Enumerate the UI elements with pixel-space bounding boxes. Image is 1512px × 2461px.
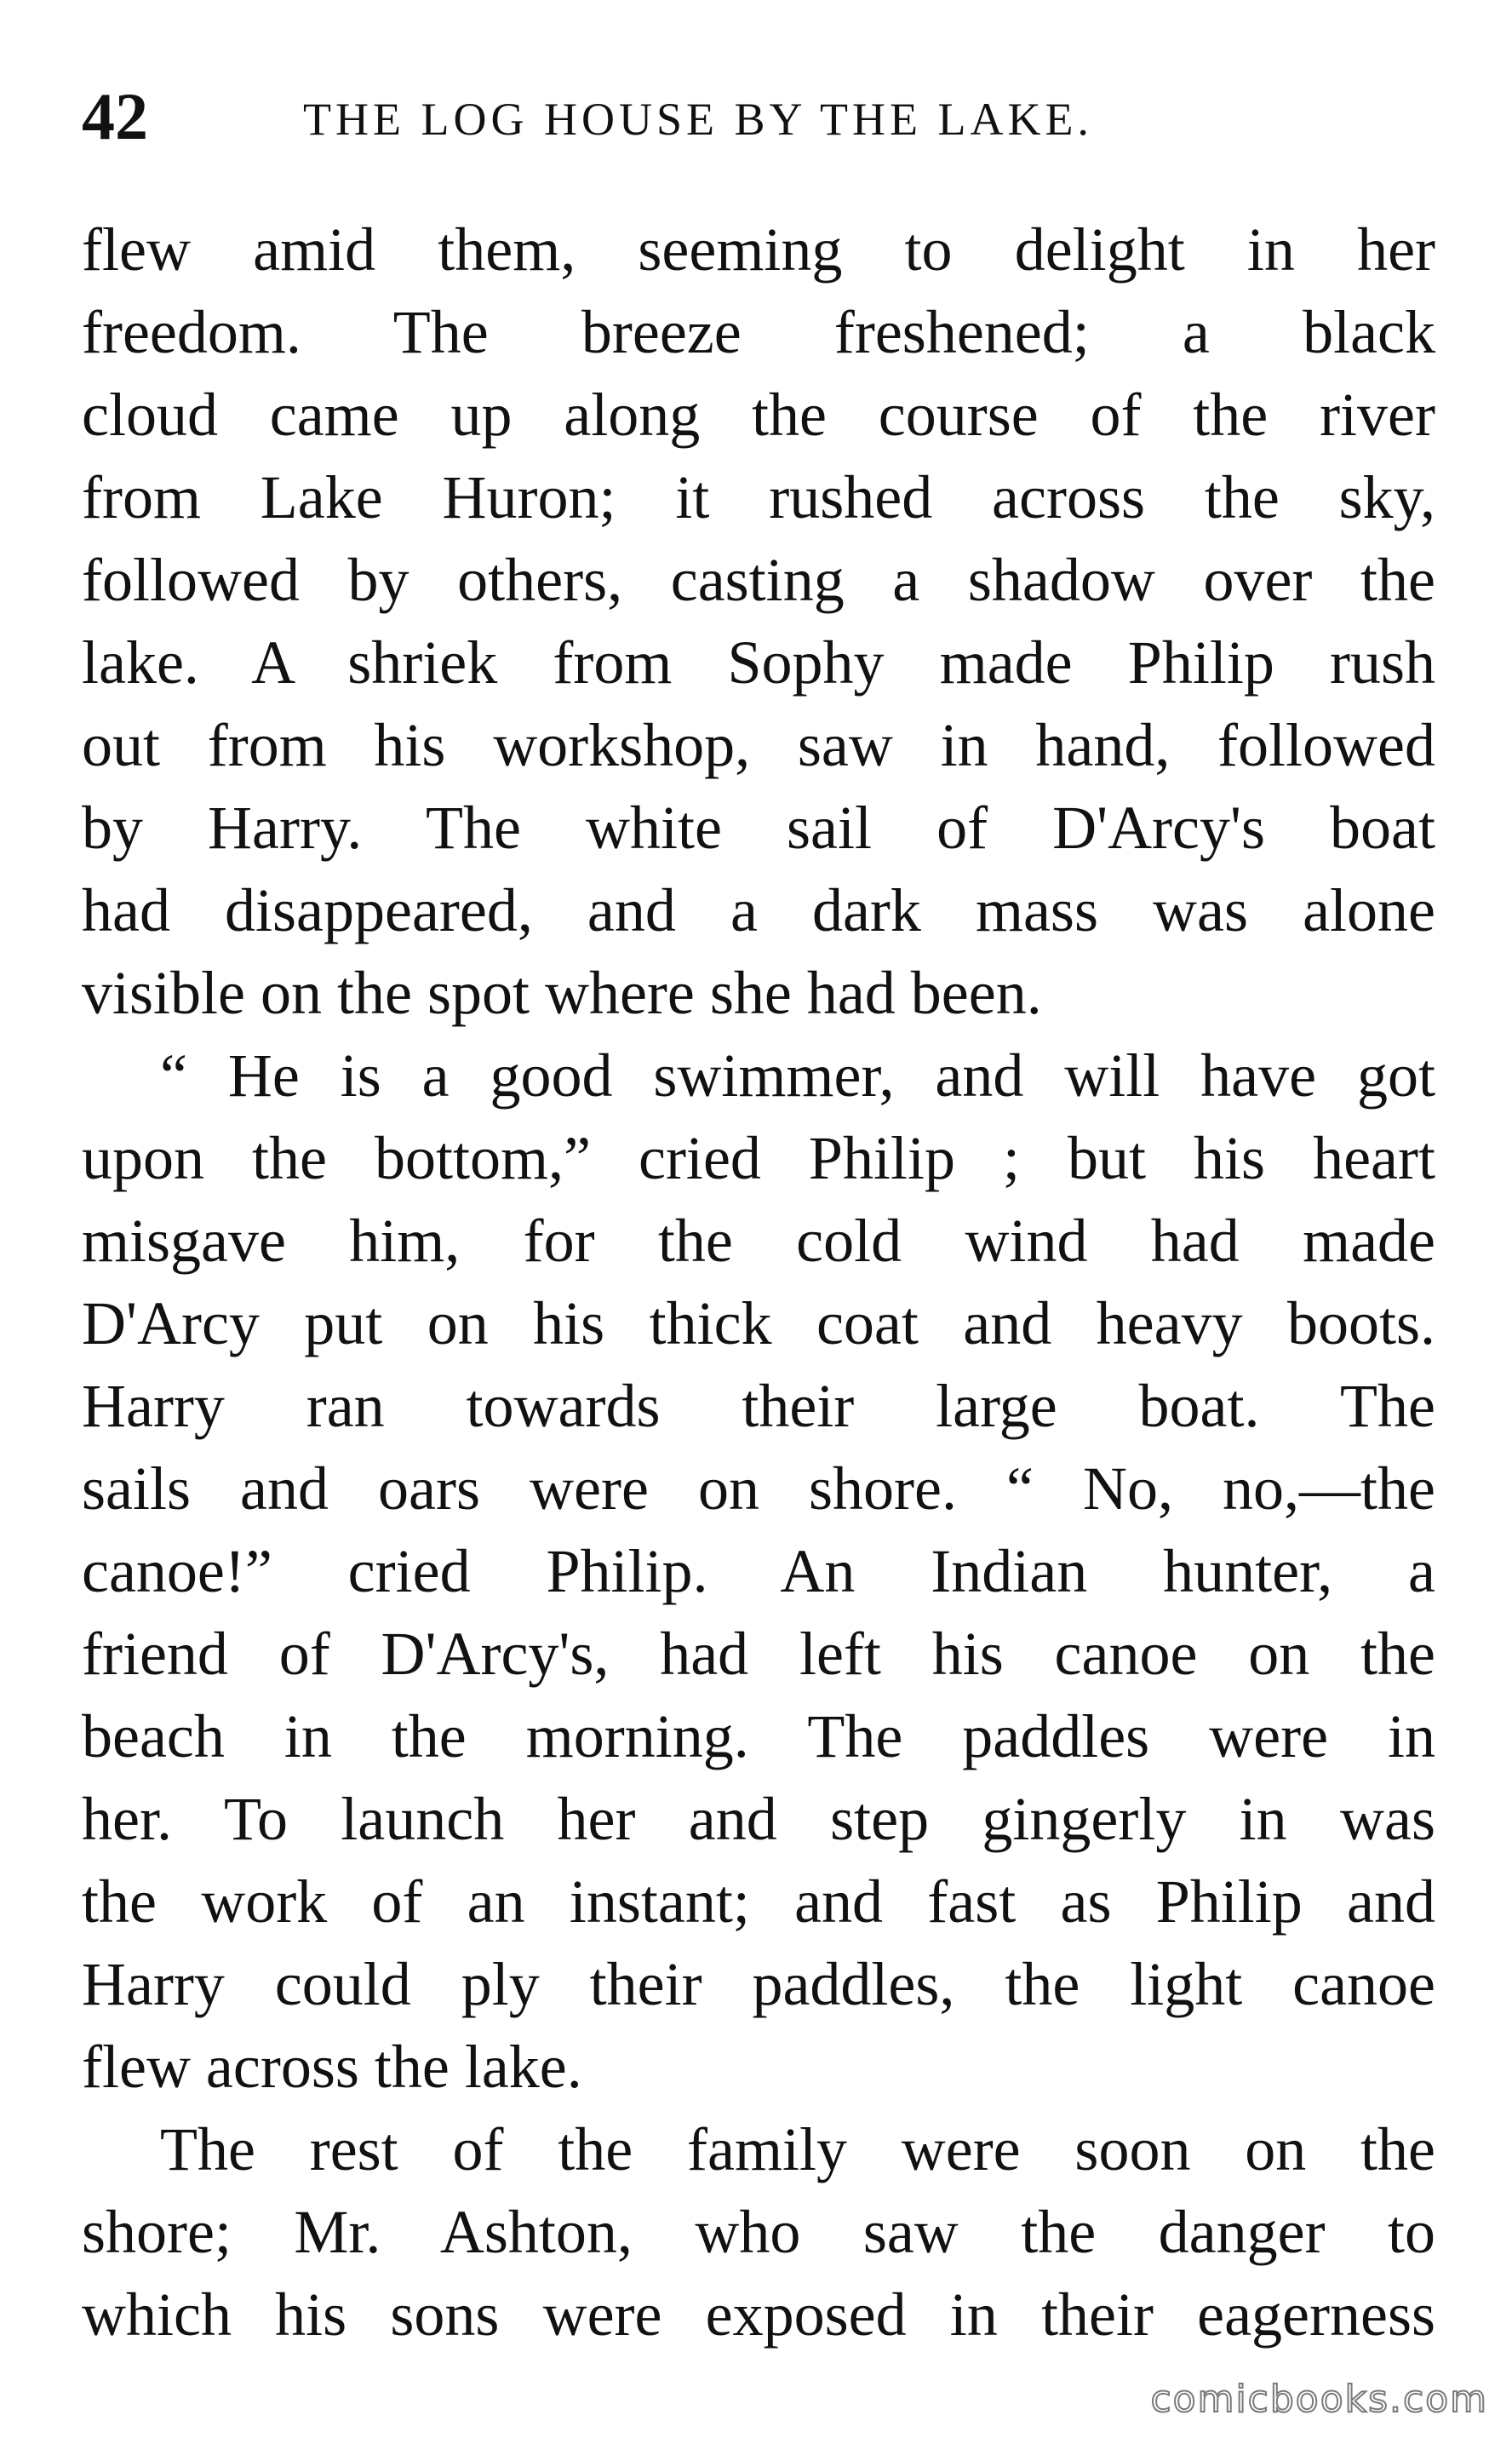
text-line: sails and oars were on shore. “ No, no,—the	[82, 1454, 1435, 1523]
text-line: visible on the spot where she had been.	[82, 959, 1042, 1027]
text-line: upon the bottom,” cried Philip ; but his heart	[82, 1124, 1435, 1192]
text-line: freedom. The breeze freshened; a black	[82, 298, 1435, 366]
watermark: comicbooks.com	[1150, 2378, 1488, 2421]
text-line: Harry ran towards their large boat. The	[82, 1372, 1435, 1440]
text-line: her. To launch her and step gingerly in was	[82, 1785, 1435, 1853]
paragraph-start-line: The rest of the family were soon on the	[160, 2115, 1435, 2183]
page-header	[82, 78, 1435, 155]
text-line: which his sons were exposed in their eagerness	[82, 2280, 1435, 2349]
page-number: 42	[82, 79, 148, 153]
text-line: had disappeared, and a dark mass was alone	[82, 876, 1435, 944]
text-line: lake. A shriek from Sophy made Philip rush	[82, 628, 1435, 697]
text-line: the work of an instant; and fast as Philip and	[82, 1867, 1435, 1936]
text-line: cloud came up along the course of the river	[82, 381, 1435, 449]
text-line: Harry could ply their paddles, the light canoe	[82, 1950, 1435, 2018]
text-line: flew amid them, seeming to delight in her	[82, 215, 1435, 284]
paragraph-start-line: “ He is a good swimmer, and will have got	[160, 1041, 1435, 1110]
text-line: out from his workshop, saw in hand, followed	[82, 711, 1435, 779]
text-line: misgave him, for the cold wind had made	[82, 1207, 1435, 1275]
body-text	[82, 209, 1435, 2356]
text-line: D'Arcy put on his thick coat and heavy boots.	[82, 1289, 1435, 1357]
text-line: beach in the morning. The paddles were in	[82, 1702, 1435, 1770]
text-line: flew across the lake.	[82, 2033, 582, 2101]
text-line: from Lake Huron; it rushed across the sky,	[82, 463, 1435, 531]
text-line: canoe!” cried Philip. An Indian hunter, a	[82, 1537, 1435, 1605]
text-line: followed by others, casting a shadow over the	[82, 546, 1435, 614]
text-line: friend of D'Arcy's, had left his canoe on the	[82, 1620, 1435, 1688]
running-head: THE LOG HOUSE BY THE LAKE.	[303, 94, 1093, 145]
text-line: shore; Mr. Ashton, who saw the danger to	[82, 2198, 1435, 2266]
text-line: by Harry. The white sail of D'Arcy's boat	[82, 794, 1435, 862]
